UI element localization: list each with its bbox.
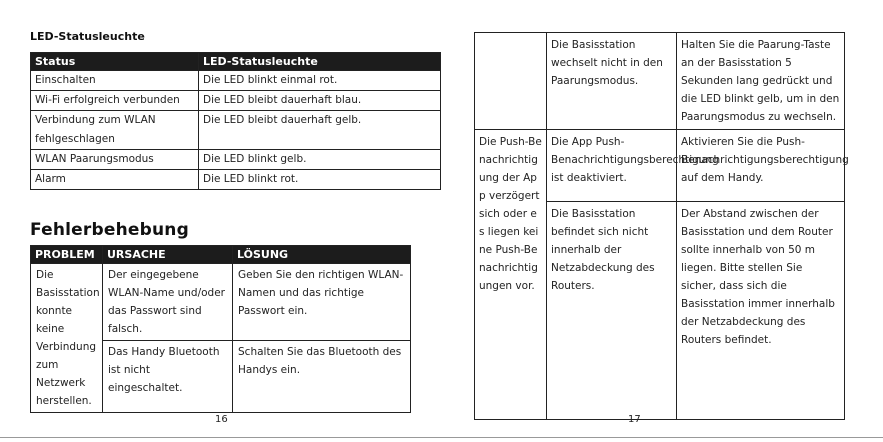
table-row (31, 71, 441, 91)
led-cell: Die LED bleibt dauerhaft blau. (199, 91, 441, 111)
problem-cell (475, 33, 547, 130)
status-cell: Verbindung zum WLAN fehlgeschlagen (31, 111, 199, 150)
table-row (475, 33, 845, 130)
problem-cell: Die Basisstation konnte keine Verbindung zum Netzwerk herstellen. (31, 264, 103, 413)
status-cell: WLAN Paarungsmodus (31, 150, 199, 170)
cause-cell: Die Basisstation wechselt nicht in den Paarungsmodus. (547, 33, 677, 130)
troubleshooting-heading: Fehlerbehebung (30, 220, 189, 240)
cause-cell: Das Handy Bluetooth ist nicht eingeschaltet. (103, 341, 233, 413)
table-row (31, 264, 411, 341)
table-header-row (31, 246, 411, 264)
led-status-table (30, 52, 441, 190)
cause-cell: Die Basisstation befindet sich nicht innerhalb der Netzabdeckung des Routers. (547, 202, 677, 420)
solution-cell: Aktivieren Sie die Push-Benachrichtigungsberechtigung auf dem Handy. (677, 130, 845, 202)
column-header: LÖSUNG (233, 246, 411, 264)
column-header: PROBLEM (31, 246, 103, 264)
page-number: 17 (628, 414, 641, 425)
cause-cell: Die App Push-Benachrichtigungsberechtigung ist deaktiviert. (547, 130, 677, 202)
solution-cell: Halten Sie die Paarung-Taste an der Basisstation 5 Sekunden lang gedrückt und die LED blinkt gelb, um in den Paarungsmodus zu wechseln. (677, 33, 845, 130)
solution-cell: Geben Sie den richtigen WLAN-Namen und das richtige Passwort ein. (233, 264, 411, 341)
column-header: LED-Statusleuchte (199, 53, 441, 71)
table-row (31, 111, 441, 150)
status-cell: Wi-Fi erfolgreich verbunden (31, 91, 199, 111)
table-row (475, 130, 845, 202)
troubleshooting-table (30, 245, 411, 413)
cause-cell: Der eingegebene WLAN-Name und/oder das Passwort sind falsch. (103, 264, 233, 341)
column-header: Status (31, 53, 199, 71)
table-row (31, 150, 441, 170)
left-page (0, 0, 441, 442)
table-row (31, 170, 441, 190)
page-bottom-divider (0, 437, 883, 438)
page-number: 16 (215, 414, 228, 425)
led-cell: Die LED blinkt einmal rot. (199, 71, 441, 91)
status-cell: Alarm (31, 170, 199, 190)
table-row (31, 91, 441, 111)
led-cell: Die LED blinkt gelb. (199, 150, 441, 170)
led-cell: Die LED blinkt rot. (199, 170, 441, 190)
table-header-row (31, 53, 441, 71)
led-status-heading: LED-Statusleuchte (30, 30, 145, 43)
led-cell: Die LED bleibt dauerhaft gelb. (199, 111, 441, 150)
status-cell: Einschalten (31, 71, 199, 91)
solution-cell: Schalten Sie das Bluetooth des Handys ein. (233, 341, 411, 413)
column-header: URSACHE (103, 246, 233, 264)
troubleshooting-table-continued (474, 32, 849, 420)
right-page (441, 0, 883, 442)
solution-cell: Der Abstand zwischen der Basisstation und dem Router sollte innerhalb von 50 m liegen. Bitte stellen Sie sicher, dass sich die Basisstation immer innerhalb der Netzabdeckung des Routers befindet. (677, 202, 845, 420)
problem-cell: Die Push-Benachrichtigung der App verzögert sich oder es liegen keine Push-Benachrichtigungen vor. (475, 130, 547, 420)
